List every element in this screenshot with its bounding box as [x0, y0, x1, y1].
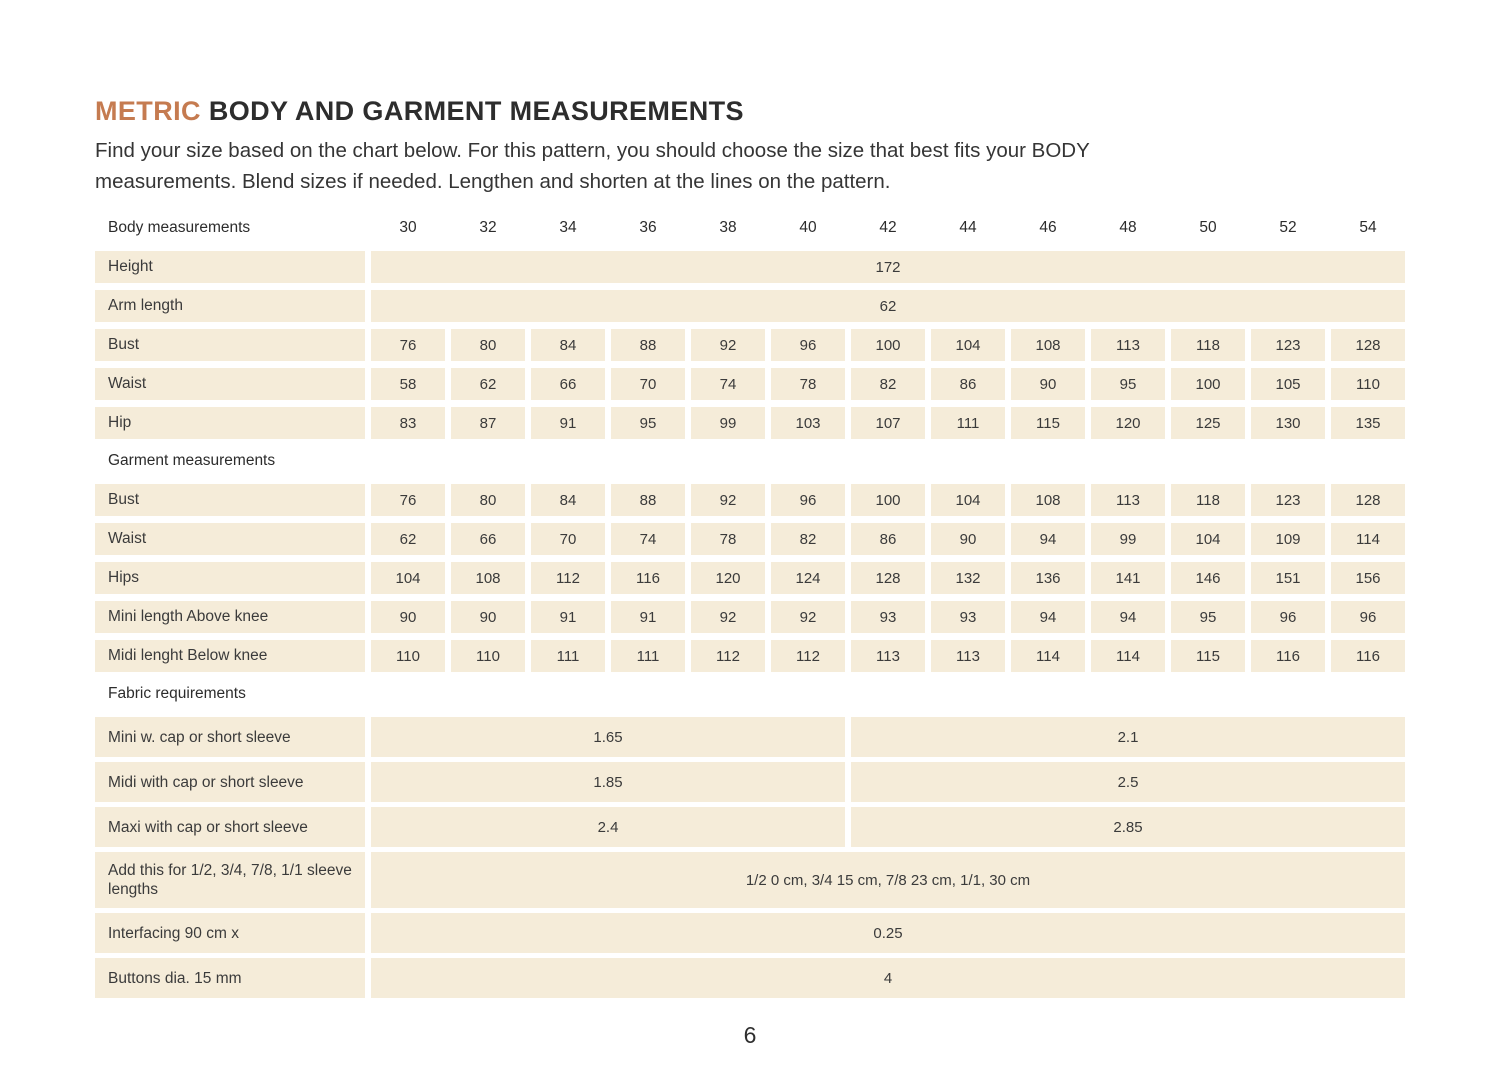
measurement-cell: 100 — [851, 484, 925, 516]
measurement-cell: 74 — [611, 523, 685, 555]
measurement-cell: 80 — [451, 329, 525, 361]
measurement-cell: 112 — [531, 562, 605, 594]
measurement-cell: 96 — [1331, 601, 1405, 633]
measurement-cell: 74 — [691, 368, 765, 400]
title-rest: BODY AND GARMENT MEASUREMENTS — [208, 96, 744, 126]
split-value-cell: 2.5 — [851, 762, 1405, 802]
measurement-cell: 146 — [1171, 562, 1245, 594]
measurement-cell: 114 — [1011, 640, 1085, 672]
measurement-cell: 116 — [1251, 640, 1325, 672]
measurement-cell: 108 — [451, 562, 525, 594]
size-column-header: 38 — [719, 219, 737, 236]
section-header-row — [95, 446, 1405, 476]
measurement-cell: 92 — [691, 329, 765, 361]
measurement-cell: 95 — [611, 407, 685, 439]
measurement-cell: 128 — [1331, 329, 1405, 361]
size-column-header: 42 — [879, 219, 897, 236]
measurement-cell: 91 — [611, 601, 685, 633]
measurement-cell: 104 — [931, 329, 1005, 361]
measurement-cell: 83 — [371, 407, 445, 439]
measurement-cell: 92 — [771, 601, 845, 633]
measurement-cell: 66 — [531, 368, 605, 400]
measurement-cell: 76 — [371, 329, 445, 361]
measurement-cell: 78 — [771, 368, 845, 400]
measurement-cell: 90 — [931, 523, 1005, 555]
measurement-cell: 62 — [451, 368, 525, 400]
measurement-cell: 132 — [931, 562, 1005, 594]
measurement-cell: 125 — [1171, 407, 1245, 439]
merged-value-cell: 4 — [371, 958, 1405, 998]
size-column-header: 50 — [1199, 219, 1217, 236]
size-column-header: 48 — [1119, 219, 1137, 236]
intro-line-2: measurements. Blend sizes if needed. Lengthen and shorten at the lines on the pattern. — [95, 170, 891, 193]
measurement-cell: 104 — [931, 484, 1005, 516]
intro-paragraph — [95, 135, 1405, 197]
page-title — [95, 95, 1405, 127]
intro-line-1: Find your size based on the chart below. For this pattern, you should choose the size that best fits your BODY — [95, 139, 1090, 162]
measurement-cell: 104 — [1171, 523, 1245, 555]
measurement-cell: 135 — [1331, 407, 1405, 439]
row-label: Midi with cap or short sleeve — [95, 762, 365, 802]
table-row — [95, 762, 1405, 802]
measurement-cell: 113 — [1091, 329, 1165, 361]
table-row — [95, 329, 1405, 361]
measurement-cell: 84 — [531, 329, 605, 361]
measurement-cell: 95 — [1171, 601, 1245, 633]
row-label: Arm length — [95, 290, 365, 322]
measurement-cell: 80 — [451, 484, 525, 516]
row-label: Interfacing 90 cm x — [95, 913, 365, 953]
table-row — [95, 368, 1405, 400]
measurement-cell: 84 — [531, 484, 605, 516]
measurement-cell: 93 — [931, 601, 1005, 633]
section-title: Garment measurements — [108, 452, 276, 469]
measurement-cell: 128 — [851, 562, 925, 594]
measurement-cell: 112 — [771, 640, 845, 672]
merged-value-cell: 172 — [371, 251, 1405, 283]
measurement-cell: 111 — [611, 640, 685, 672]
row-label: Hip — [95, 407, 365, 439]
measurement-cell: 94 — [1011, 601, 1085, 633]
measurement-cell: 108 — [1011, 484, 1085, 516]
measurement-cell: 115 — [1011, 407, 1085, 439]
measurement-cell: 91 — [531, 601, 605, 633]
table-row — [95, 562, 1405, 594]
table-row — [95, 601, 1405, 633]
page-number: 6 — [743, 1022, 757, 1048]
measurement-cell: 76 — [371, 484, 445, 516]
table-row — [95, 251, 1405, 283]
measurement-cell: 107 — [851, 407, 925, 439]
measurement-cell: 156 — [1331, 562, 1405, 594]
size-column-header: 34 — [559, 219, 577, 236]
measurement-cell: 123 — [1251, 329, 1325, 361]
measurement-cell: 111 — [531, 640, 605, 672]
merged-value-cell: 62 — [371, 290, 1405, 322]
split-value-cell: 2.85 — [851, 807, 1405, 847]
measurement-cell: 113 — [931, 640, 1005, 672]
measurement-cell: 90 — [1011, 368, 1085, 400]
table-section — [95, 213, 1405, 439]
measurement-cell: 99 — [691, 407, 765, 439]
measurement-cell: 111 — [931, 407, 1005, 439]
table-row — [95, 717, 1405, 757]
split-value-cell: 1.65 — [371, 717, 845, 757]
measurement-cell: 100 — [1171, 368, 1245, 400]
merged-value-cell: 1/2 0 cm, 3/4 15 cm, 7/8 23 cm, 1/1, 30 cm — [371, 852, 1405, 908]
measurement-cell: 88 — [611, 484, 685, 516]
row-label: Waist — [95, 523, 365, 555]
measurement-cell: 113 — [851, 640, 925, 672]
measurement-cell: 110 — [451, 640, 525, 672]
section-header-row — [95, 213, 1405, 243]
measurement-cell: 99 — [1091, 523, 1165, 555]
row-label: Bust — [95, 484, 365, 516]
split-value-cell: 1.85 — [371, 762, 845, 802]
measurement-cell: 70 — [611, 368, 685, 400]
size-column-header: 36 — [639, 219, 657, 236]
size-column-header: 30 — [399, 219, 417, 236]
measurement-cell: 70 — [531, 523, 605, 555]
measurement-cell: 115 — [1171, 640, 1245, 672]
measurement-cell: 91 — [531, 407, 605, 439]
size-column-header: 44 — [959, 219, 977, 236]
measurement-cell: 95 — [1091, 368, 1165, 400]
measurement-cell: 66 — [451, 523, 525, 555]
measurement-cell: 92 — [691, 601, 765, 633]
split-value-cell: 2.4 — [371, 807, 845, 847]
measurement-cell: 114 — [1331, 523, 1405, 555]
row-label: Maxi with cap or short sleeve — [95, 807, 365, 847]
table-row — [95, 807, 1405, 847]
measurement-cell: 87 — [451, 407, 525, 439]
title-accent: METRIC — [95, 96, 201, 126]
measurement-cell: 86 — [931, 368, 1005, 400]
measurement-cell: 94 — [1091, 601, 1165, 633]
size-column-header: 46 — [1039, 219, 1057, 236]
measurement-cell: 58 — [371, 368, 445, 400]
row-label: Waist — [95, 368, 365, 400]
table-row — [95, 913, 1405, 953]
size-column-header: 52 — [1279, 219, 1297, 236]
measurement-cell: 124 — [771, 562, 845, 594]
table-section — [95, 679, 1405, 998]
merged-value-cell: 0.25 — [371, 913, 1405, 953]
measurement-cell: 116 — [611, 562, 685, 594]
section-title: Body measurements — [108, 219, 251, 236]
measurement-cell: 109 — [1251, 523, 1325, 555]
measurement-cell: 120 — [1091, 407, 1165, 439]
measurement-cell: 86 — [851, 523, 925, 555]
measurement-cell: 108 — [1011, 329, 1085, 361]
measurement-cell: 141 — [1091, 562, 1165, 594]
row-label: Height — [95, 251, 365, 283]
row-label: Mini w. cap or short sleeve — [95, 717, 365, 757]
measurement-cell: 120 — [691, 562, 765, 594]
measurement-cell: 94 — [1011, 523, 1085, 555]
table-row — [95, 852, 1405, 908]
measurement-cell: 110 — [371, 640, 445, 672]
measurement-cell: 82 — [771, 523, 845, 555]
size-column-header: 40 — [799, 219, 817, 236]
row-label: Buttons dia. 15 mm — [95, 958, 365, 998]
section-title: Fabric requirements — [108, 685, 246, 702]
measurement-cell: 116 — [1331, 640, 1405, 672]
measurement-cell: 88 — [611, 329, 685, 361]
measurement-cell: 118 — [1171, 329, 1245, 361]
measurement-cell: 62 — [371, 523, 445, 555]
measurement-table — [95, 213, 1405, 998]
table-row — [95, 958, 1405, 998]
measurement-cell: 136 — [1011, 562, 1085, 594]
measurement-cell: 82 — [851, 368, 925, 400]
table-row — [95, 484, 1405, 516]
section-header-row — [95, 679, 1405, 709]
measurement-cell: 123 — [1251, 484, 1325, 516]
row-label: Midi lenght Below knee — [95, 640, 365, 672]
table-row — [95, 640, 1405, 672]
measurement-cell: 93 — [851, 601, 925, 633]
measurement-cell: 92 — [691, 484, 765, 516]
split-value-cell: 2.1 — [851, 717, 1405, 757]
measurement-cell: 130 — [1251, 407, 1325, 439]
measurement-cell: 96 — [771, 329, 845, 361]
row-label: Add this for 1/2, 3/4, 7/8, 1/1 sleeve lengths — [95, 852, 365, 908]
measurement-cell: 151 — [1251, 562, 1325, 594]
measurement-cell: 78 — [691, 523, 765, 555]
measurement-cell: 118 — [1171, 484, 1245, 516]
row-label: Mini length Above knee — [95, 601, 365, 633]
table-row — [95, 290, 1405, 322]
measurement-cell: 104 — [371, 562, 445, 594]
measurement-cell: 128 — [1331, 484, 1405, 516]
size-column-header: 32 — [479, 219, 497, 236]
measurement-cell: 105 — [1251, 368, 1325, 400]
measurement-cell: 114 — [1091, 640, 1165, 672]
measurement-cell: 96 — [1251, 601, 1325, 633]
table-section — [95, 446, 1405, 672]
measurement-cell: 90 — [371, 601, 445, 633]
size-column-header: 54 — [1359, 219, 1377, 236]
measurement-cell: 100 — [851, 329, 925, 361]
measurement-cell: 103 — [771, 407, 845, 439]
row-label: Bust — [95, 329, 365, 361]
measurement-cell: 110 — [1331, 368, 1405, 400]
measurement-cell: 90 — [451, 601, 525, 633]
measurement-cell: 96 — [771, 484, 845, 516]
table-row — [95, 523, 1405, 555]
row-label: Hips — [95, 562, 365, 594]
measurement-cell: 112 — [691, 640, 765, 672]
measurement-cell: 113 — [1091, 484, 1165, 516]
table-row — [95, 407, 1405, 439]
